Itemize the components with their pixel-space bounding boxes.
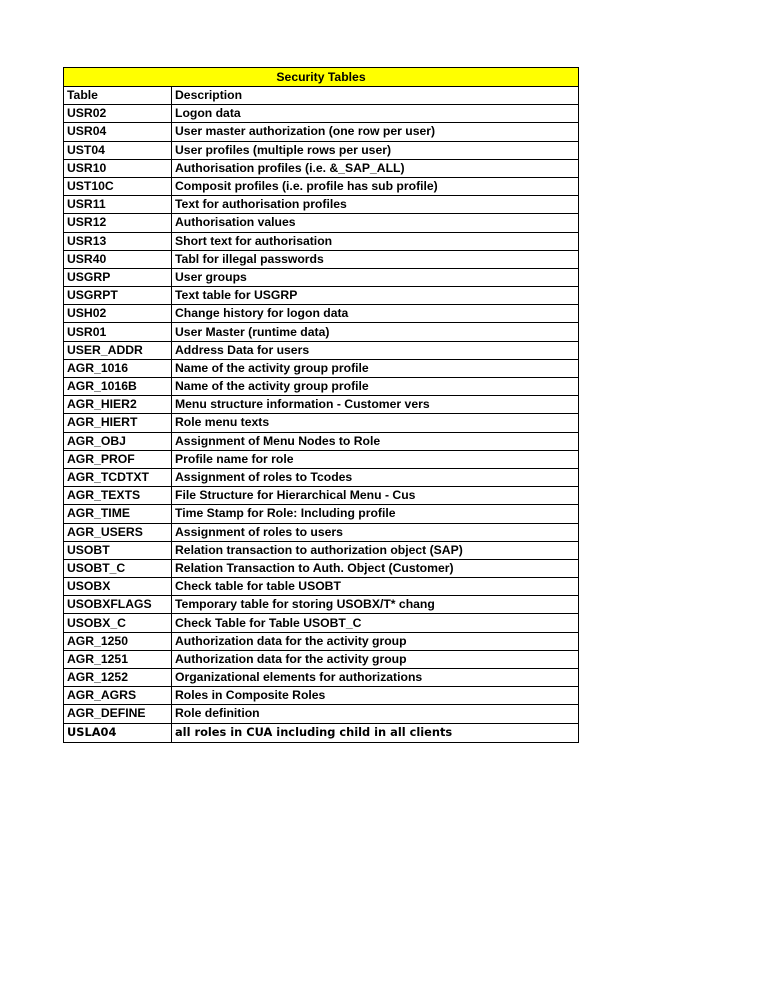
table-row (64, 432, 579, 450)
table-row (64, 687, 579, 705)
table-name-cell: USH02 (64, 305, 172, 323)
description-cell: Check table for table USOBT (172, 578, 579, 596)
security-tables (63, 67, 579, 743)
description-cell: Short text for authorisation (172, 232, 579, 250)
description-cell: Role menu texts (172, 414, 579, 432)
table-name-cell: USR02 (64, 105, 172, 123)
table-name-cell: AGR_1016 (64, 359, 172, 377)
description-cell: Relation transaction to authorization object (SAP) (172, 541, 579, 559)
table-name-cell: AGR_1250 (64, 632, 172, 650)
table-name-cell: USR12 (64, 214, 172, 232)
table-name-cell: USOBT_C (64, 559, 172, 577)
table-name-cell: USR01 (64, 323, 172, 341)
table-name-cell: USR04 (64, 123, 172, 141)
description-cell: Name of the activity group profile (172, 378, 579, 396)
description-cell: Roles in Composite Roles (172, 687, 579, 705)
description-cell: Text table for USGRP (172, 287, 579, 305)
table-row (64, 523, 579, 541)
table-row (64, 141, 579, 159)
table-name-cell: USR10 (64, 159, 172, 177)
table-body (64, 87, 579, 743)
table-row (64, 505, 579, 523)
description-cell: Composit profiles (i.e. profile has sub profile) (172, 177, 579, 195)
description-cell: User groups (172, 268, 579, 286)
table-name-cell: USER_ADDR (64, 341, 172, 359)
table-row (64, 268, 579, 286)
table-name-cell: USGRPT (64, 287, 172, 305)
table-row (64, 578, 579, 596)
description-cell: Text for authorisation profiles (172, 196, 579, 214)
table-row (64, 359, 579, 377)
table-name-cell: USR40 (64, 250, 172, 268)
description-cell: Authorisation profiles (i.e. &_SAP_ALL) (172, 159, 579, 177)
description-cell: User Master (runtime data) (172, 323, 579, 341)
description-cell: Change history for logon data (172, 305, 579, 323)
description-cell: Check Table for Table USOBT_C (172, 614, 579, 632)
table-row (64, 414, 579, 432)
description-cell: Role definition (172, 705, 579, 723)
table-name-cell: AGR_TEXTS (64, 487, 172, 505)
table-row (64, 487, 579, 505)
description-cell: Address Data for users (172, 341, 579, 359)
table-name-cell: AGR_1252 (64, 669, 172, 687)
table-name-cell: USGRP (64, 268, 172, 286)
table-row (64, 669, 579, 687)
table-name-cell: AGR_DEFINE (64, 705, 172, 723)
table-row (64, 214, 579, 232)
table-row (64, 250, 579, 268)
description-cell: Name of the activity group profile (172, 359, 579, 377)
description-cell: User profiles (multiple rows per user) (172, 141, 579, 159)
table-row (64, 177, 579, 195)
description-cell: Tabl for illegal passwords (172, 250, 579, 268)
table-name-cell: USOBT (64, 541, 172, 559)
table-row (64, 723, 579, 742)
table-row (64, 323, 579, 341)
table-name-cell: AGR_HIERT (64, 414, 172, 432)
table-row (64, 450, 579, 468)
table-row (64, 650, 579, 668)
table-row (64, 614, 579, 632)
table-name-cell: UST10C (64, 177, 172, 195)
description-cell: Logon data (172, 105, 579, 123)
table-row (64, 705, 579, 723)
table-row (64, 305, 579, 323)
table-name-cell: AGR_TIME (64, 505, 172, 523)
table-name-cell: USOBXFLAGS (64, 596, 172, 614)
description-cell: Assignment of Menu Nodes to Role (172, 432, 579, 450)
description-cell: Profile name for role (172, 450, 579, 468)
description-cell: Relation Transaction to Auth. Object (Customer) (172, 559, 579, 577)
table-name-cell: AGR_1016B (64, 378, 172, 396)
table-name-cell: AGR_USERS (64, 523, 172, 541)
table-row (64, 105, 579, 123)
description-cell: Assignment of roles to Tcodes (172, 468, 579, 486)
table-row (64, 541, 579, 559)
table-name-cell: AGR_AGRS (64, 687, 172, 705)
table-row (64, 196, 579, 214)
table-row (64, 468, 579, 486)
table-row (64, 559, 579, 577)
table-title: Security Tables (64, 68, 579, 87)
table-name-cell: USLA04 (64, 723, 172, 742)
table-name-cell: UST04 (64, 141, 172, 159)
table-row (64, 596, 579, 614)
table-name-cell: AGR_TCDTXT (64, 468, 172, 486)
description-cell: Menu structure information - Customer vers (172, 396, 579, 414)
table-name-cell: AGR_1251 (64, 650, 172, 668)
table-name-cell: USOBX (64, 578, 172, 596)
table-row (64, 232, 579, 250)
description-cell: File Structure for Hierarchical Menu - Cus (172, 487, 579, 505)
description-cell: Organizational elements for authorizations (172, 669, 579, 687)
table-row (64, 378, 579, 396)
column-header-description: Description (172, 87, 579, 105)
table-name-cell: USR13 (64, 232, 172, 250)
table-name-cell: AGR_OBJ (64, 432, 172, 450)
table-name-cell: AGR_PROF (64, 450, 172, 468)
description-cell: User master authorization (one row per user) (172, 123, 579, 141)
table-name-cell: AGR_HIER2 (64, 396, 172, 414)
column-header-table: Table (64, 87, 172, 105)
description-cell: Assignment of roles to users (172, 523, 579, 541)
table-name-cell: USR11 (64, 196, 172, 214)
description-cell: Authorisation values (172, 214, 579, 232)
description-cell: Authorization data for the activity group (172, 632, 579, 650)
description-cell: Time Stamp for Role: Including profile (172, 505, 579, 523)
description-cell: all roles in CUA including child in all clients (172, 723, 579, 742)
table-row (64, 159, 579, 177)
description-cell: Authorization data for the activity group (172, 650, 579, 668)
description-cell: Temporary table for storing USOBX/T* chang (172, 596, 579, 614)
table-name-cell: USOBX_C (64, 614, 172, 632)
column-header-row (64, 87, 579, 105)
table-row (64, 341, 579, 359)
table-row (64, 287, 579, 305)
table-row (64, 632, 579, 650)
title-row (64, 68, 579, 87)
table-row (64, 123, 579, 141)
table-row (64, 396, 579, 414)
